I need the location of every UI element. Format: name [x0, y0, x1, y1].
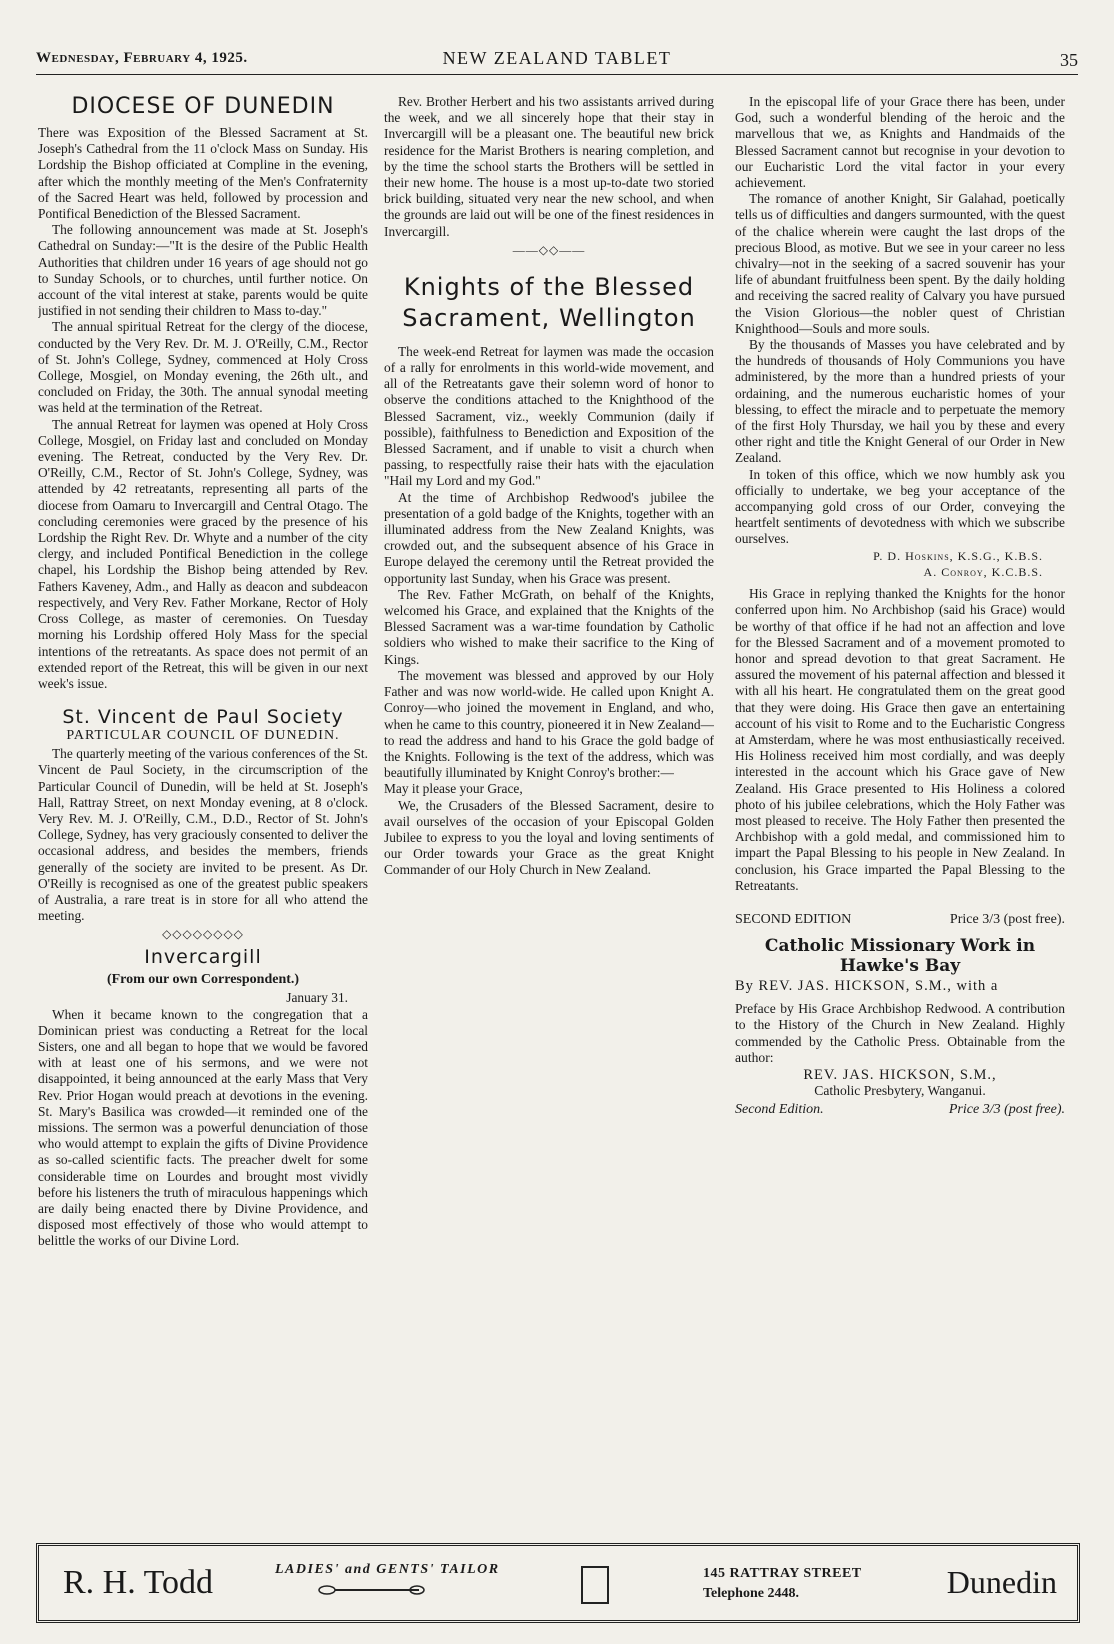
book-address: Catholic Presbytery, Wanganui.	[814, 1083, 986, 1099]
advertiser-trade: LADIES' and GENTS' TAILOR	[275, 1562, 500, 1577]
price-label: Price 3/3 (post free).	[949, 911, 1065, 927]
tailor-advertisement	[36, 1543, 1080, 1623]
knights-paragraph: The Rev. Father McGrath, on behalf of the Knights, welcomed his Grace, and explained that the Knights of the Blessed Sacrament was a war-time foundation by Catholic soldiers who wished to make their sacrifice to the King of Kings.	[384, 586, 714, 667]
diocese-heading: DIOCESE OF DUNEDIN	[71, 94, 335, 119]
invercargill-paragraph: When it became known to the congregation that a Dominican priest was conducting a Retreat for the local Sisters, one and all began to hope that we would be favored with at least one of his sermons, and we were not disappointed, it being announced at the early Mass that Very Rev. Prior Hogan would preach at devotions in the evening. St. Mary's Basilica was crowded—it reminded one of the missions. The sermon was a powerful denunciation of those who would attempt to explain the gifts of Divine Providence as so-called scientific facts. The preacher dwelt for some considerable time on Lourdes and brought most vividly before his listeners the truth of miraculous happenings which are daily being enacted there by Divine Providence, and disposed most effectively of those who would attempt to belittle the works of our Divine Lord.	[38, 1006, 368, 1249]
edition-label: SECOND EDITION	[735, 911, 852, 927]
running-header	[36, 46, 1078, 76]
book-author-line: By REV. JAS. HICKSON, S.M., with a	[735, 977, 999, 994]
column-3	[735, 94, 1065, 1544]
signature: A. Conroy, K.C.B.S.	[923, 564, 1043, 579]
book-title: Catholic Missionary Work in Hawke's Bay	[764, 935, 1036, 976]
issue-date: Wednesday, February 4, 1925.	[36, 50, 248, 66]
section-divider: ◇◇◇◇◇◇◇◇	[162, 927, 244, 942]
knights-paragraph: The movement was blessed and approved by our Holy Father and was now world-wide. He called upon Knight A. Conroy—who joined the movement in England, and who, when he came to this country, pioneered it in New Zealand—to read the address and hand to his Grace the gold badge of the Knights. Following is the text of the address, which was beautifully illuminated by Knight Conroy's brother:—	[384, 667, 714, 781]
publication-title: NEW ZEALAND TABLET	[442, 48, 672, 68]
edition-row	[735, 912, 1065, 928]
column-1	[38, 94, 368, 1544]
signature: P. D. Hoskins, K.S.G., K.B.S.	[873, 548, 1043, 563]
book-description: Preface by His Grace Archbishop Redwood. A contribution to the History of the Church in New Zealand. Highly commended by the Catholic Press. Obtainable from the author:	[735, 1000, 1065, 1066]
edition-italic-row	[735, 1102, 1065, 1118]
address-paragraph: In token of this office, which we now humbly ask you officially to undertake, we beg your acceptance of the accompanying gold cross of our Order, conveying the heartfelt sentiments of devotedness with which we subscribe ourselves.	[735, 466, 1065, 547]
address-paragraph: The romance of another Knight, Sir Galahad, poetically tells us of difficulties and dangers surmounted, with the quest of the chalice wherein were caught the last drops of the precious Blood, as motive. But we see in your career no less chivalry—not in the seeking of a sacred souvenir has your life of abundant fruitfulness been spent. By the daily holding and receiving the sacred reality of Calvary you have pursued the Vision Glorious—the nobler quest of Christian Knighthood—Souls and more souls.	[735, 191, 1065, 336]
knights-paragraph: At the time of Archbishop Redwood's jubilee the presentation of a gold badge of the Knights, together with an illuminated address from the New Zealand Knights, was crowded out, and the subsequent absence of his Grace in Europe delayed the ceremony until the Retreat provided the opportunity last Sunday, when his Grace was present.	[384, 489, 714, 586]
advertiser-city: Dunedin	[946, 1564, 1057, 1600]
address-salutation: May it please your Grace,	[384, 781, 523, 797]
invercargill-paragraph: Rev. Brother Herbert and his two assistants arrived during the week, and we all sincerely hope that their stay in Invercargill will be a pleasant one. The beautiful new brick residence for the Marist Brothers is nearing completion, and by the time the school starts the Brothers will be settled in their new home. The house is a most up-to-date two storied brick building, situated very near the new school, and when the grounds are laid out will be one of the finest residences in Invercargill.	[384, 94, 714, 239]
knights-heading: Knights of the Blessed Sacrament, Wellington	[402, 272, 696, 332]
knights-paragraph: The week-end Retreat for laymen was made the occasion of a rally for enrolments in this world-wide movement, and all of the Retreatants gave their solemn word of honor to observe the conditions attached to the Knighthood of the Blessed Sacrament, viz., weekly Communion (daily if possible), faithfulness to Benediction and Exposition of the Blessed Sacrament, and if unable to visit a church when passing, to respectfully raise their hats with the ejaculation "Hail my Lord and my God."	[384, 343, 714, 489]
address-paragraph: In the episcopal life of your Grace there has been, under God, such a wonderful blending of the heroic and the marvellous that we, as Knights and Handmaids of the Blessed Sacrament cannot but recognise in your devotion to our Eucharistic Lord the vital factor in your every achievement.	[735, 94, 1065, 191]
section-divider: ——◇◇——	[512, 242, 586, 257]
book-author: REV. JAS. HICKSON, S.M.,	[803, 1066, 997, 1083]
book-notice	[735, 912, 1065, 1118]
vincent-paragraph: The quarterly meeting of the various conferences of the St. Vincent de Paul Society, in the circumscription of the Particular Council of Dunedin, will be held at St. Joseph's Hall, Rattray Street, on next Monday evening, at 8 o'clock. Very Rev. M. J. O'Reilly, C.M., D.D., Rector of St. John's College, Sydney, has very graciously consented to deliver the occasional address, and besides the members, friends generally of the society are invited to be present. As Dr. O'Reilly is recognised as one of the greatest public speakers of Australia, a rare treat is in store for all who attend the meeting.	[38, 746, 368, 924]
diocese-paragraph: The annual spiritual Retreat for the clergy of the diocese, conducted by the Very Rev. Dr. M. J. O'Reilly, C.M., Rector of St. John's College, Sydney, commenced at Holy Cross College, Mosgiel, on Monday evening, the 26th ult., and concluded on Friday, the 30th. The annual synodal meeting was held at the termination of the Retreat.	[38, 319, 368, 416]
advertiser-phone: Telephone 2448.	[703, 1586, 799, 1601]
diocese-paragraph: There was Exposition of the Blessed Sacrament at St. Joseph's Cathedral from the 11 o'clock Mass on Sunday. His Lordship the Bishop officiated at Compline in the evening, after which the monthly meeting of the Men's Confraternity of the Sacred Heart was held, followed by procession and Pontifical Benediction of the Blessed Sacrament.	[38, 125, 368, 222]
advertiser-name: R. H. Todd	[63, 1564, 214, 1601]
vincent-subheading: PARTICULAR COUNCIL OF DUNEDIN.	[66, 728, 340, 744]
invercargill-dateline: January 31.	[286, 990, 348, 1006]
address-paragraph: By the thousands of Masses you have celebrated and by the hundreds of thousands of Holy Communions you have administered, by the more than a hundred priests of your ordaining, and the numerous eucharistic homes of your blessing, to effect the miracle and to perpetuate the memory of the first Holy Thursday, we hail you by these and every other right and title the Knight General of our Order in New Zealand.	[735, 337, 1065, 466]
column-2	[384, 94, 714, 1544]
invercargill-heading: Invercargill	[144, 946, 262, 969]
address-paragraph: We, the Crusaders of the Blessed Sacrament, desire to avail ourselves of the occasion of your Episcopal Golden Jubilee to express to you the loyal and loving sentiments of our Order towards your Grace as the great Knight Commander of our Holy Church in New Zealand.	[384, 797, 714, 878]
header-rule	[36, 74, 1078, 75]
correspondent-line: (From our own Correspondent.)	[106, 972, 300, 988]
diocese-paragraph: The following announcement was made at St. Joseph's Cathedral on Sunday:—"It is the desire of the Public Health Authorities that children under 16 years of age should not go to Sunday Schools, or to churches, until further notice. On account of the vital interest at stake, parents would be quite justified in not sending their children to Mass to-day."	[38, 222, 368, 319]
scissors-ornament-icon	[317, 1584, 427, 1596]
price-italic: Price 3/3 (post free).	[948, 1101, 1065, 1117]
diocese-paragraph: The annual Retreat for laymen was opened at Holy Cross College, Mosgiel, on Friday last and concluded on Monday evening. The Retreat, conducted by the Very Rev. Dr. O'Reilly, C.M., Rector of St. John's College, Sydney, was attended by 42 retreatants, representing all parts of the diocese from Oamaru to Invercargill and Central Otago. The concluding ceremonies were graced by the presence of his Lordship the Right Rev. Dr. Whyte and a number of the city clergy, and included Pontifical Benediction in the college chapel, his Lordship the Bishop being attended by Rev. Fathers Kaveney, Adm., and Hally as deacon and subdeacon respectively, and Very Rev. Father Morkane, Rector of Holy Cross College, as master of ceremonies. On Tuesday morning his Lordship offered Holy Mass for the special intentions of the retreatants. As space does not permit of an extended report of the Retreat, this will be given in our next week's issue.	[38, 416, 368, 691]
knights-closing-paragraph: His Grace in replying thanked the Knights for the honor conferred upon him. No Archbishop (said his Grace) would be worthy of that office if he had not an affection and love for the Blessed Sacrament and of a movement promoted to honor and spread devotion to that great Sacrament. He assured the movement of his paternal affection and blessed it with all his heart. He congratulated them on the great good that they were doing. His Grace then gave an entertaining account of his visit to Rome and to the Eucharistic Congress at Amsterdam, where he was most enthusiastically received. His Holiness received him most cordially, and was deeply interested in the account which his Grace gave of New Zealand. His Grace presented to His Holiness a colored photo of his jubilee celebrations, which the Holy Father was most pleased to receive. The Holy Father then presented the Archbishop with a gold medal, and commissioned him to impart the Papal Blessing to his people in New Zealand. In conclusion, his Grace imparted the Papal Blessing to the Retreatants.	[735, 586, 1065, 893]
page-number: 35	[1060, 50, 1078, 70]
advertiser-street: 145 RATTRAY STREET	[703, 1566, 862, 1581]
edition-italic: Second Edition.	[735, 1101, 824, 1117]
image-placeholder	[581, 1566, 609, 1604]
vincent-heading: St. Vincent de Paul Society	[62, 706, 344, 729]
